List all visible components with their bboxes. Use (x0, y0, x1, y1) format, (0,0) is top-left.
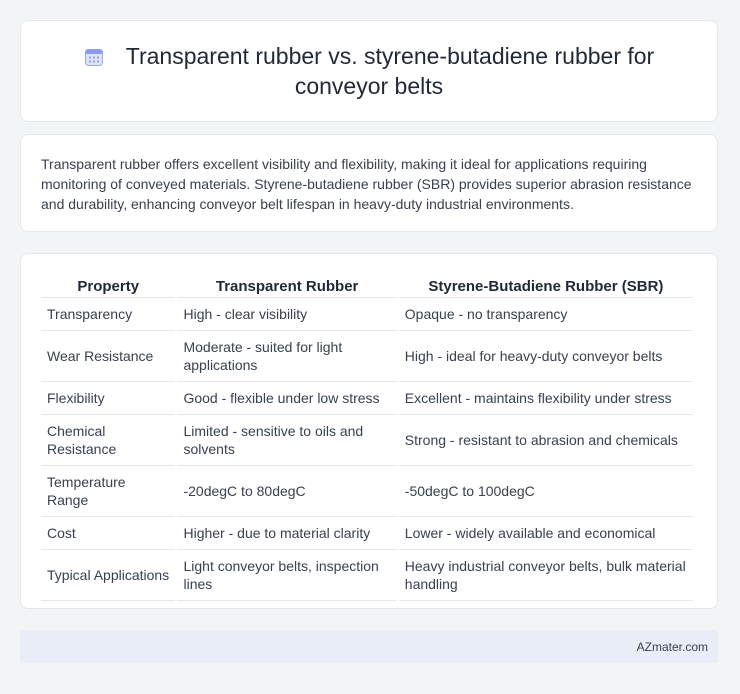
table-row (41, 298, 693, 331)
property-cell: Flexibility (41, 382, 175, 415)
transparent-rubber-cell: Limited - sensitive to oils and solvents (177, 415, 396, 466)
table-row (41, 550, 693, 601)
transparent-rubber-cell: Good - flexible under low stress (177, 382, 396, 415)
page-title (49, 41, 689, 101)
sbr-cell: High - ideal for heavy-duty conveyor belts (399, 331, 693, 382)
summary-text: Transparent rubber offers excellent visibility and flexibility, making it ideal for applications requiring monitoring of conveyed materials. Styrene-butadiene rubber (SBR) provides superior abrasion resistance and durability, enhancing conveyor belt lifespan in heavy-duty industrial environments. (41, 156, 692, 212)
table-row (41, 517, 693, 550)
header-transparent-rubber: Transparent Rubber (177, 276, 396, 298)
summary-card (20, 134, 718, 232)
sbr-cell: Heavy industrial conveyor belts, bulk material handling (399, 550, 693, 601)
comparison-table (39, 276, 695, 601)
footer (20, 630, 718, 663)
sbr-cell: Opaque - no transparency (399, 298, 693, 331)
transparent-rubber-cell: -20degC to 80degC (177, 466, 396, 517)
property-cell: Chemical Resistance (41, 415, 175, 466)
header-sbr: Styrene-Butadiene Rubber (SBR) (399, 276, 693, 298)
property-cell: Typical Applications (41, 550, 175, 601)
property-cell: Temperature Range (41, 466, 175, 517)
title-card (20, 20, 718, 122)
calendar-icon (84, 47, 104, 67)
sbr-cell: Excellent - maintains flexibility under stress (399, 382, 693, 415)
sbr-cell: -50degC to 100degC (399, 466, 693, 517)
property-cell: Wear Resistance (41, 331, 175, 382)
page-title-text: Transparent rubber vs. styrene-butadiene rubber for conveyor belts (125, 43, 655, 99)
property-cell: Cost (41, 517, 175, 550)
transparent-rubber-cell: Moderate - suited for light applications (177, 331, 396, 382)
property-cell: Transparency (41, 298, 175, 331)
table-row (41, 415, 693, 466)
transparent-rubber-cell: Higher - due to material clarity (177, 517, 396, 550)
table-row (41, 382, 693, 415)
table-row (41, 331, 693, 382)
header-property: Property (41, 276, 175, 298)
sbr-cell: Strong - resistant to abrasion and chemicals (399, 415, 693, 466)
transparent-rubber-cell: High - clear visibility (177, 298, 396, 331)
transparent-rubber-cell: Light conveyor belts, inspection lines (177, 550, 396, 601)
table-row (41, 466, 693, 517)
sbr-cell: Lower - widely available and economical (399, 517, 693, 550)
comparison-table-card (20, 253, 718, 609)
footer-brand: AZmater.com (636, 640, 708, 654)
table-header-row (41, 276, 693, 298)
